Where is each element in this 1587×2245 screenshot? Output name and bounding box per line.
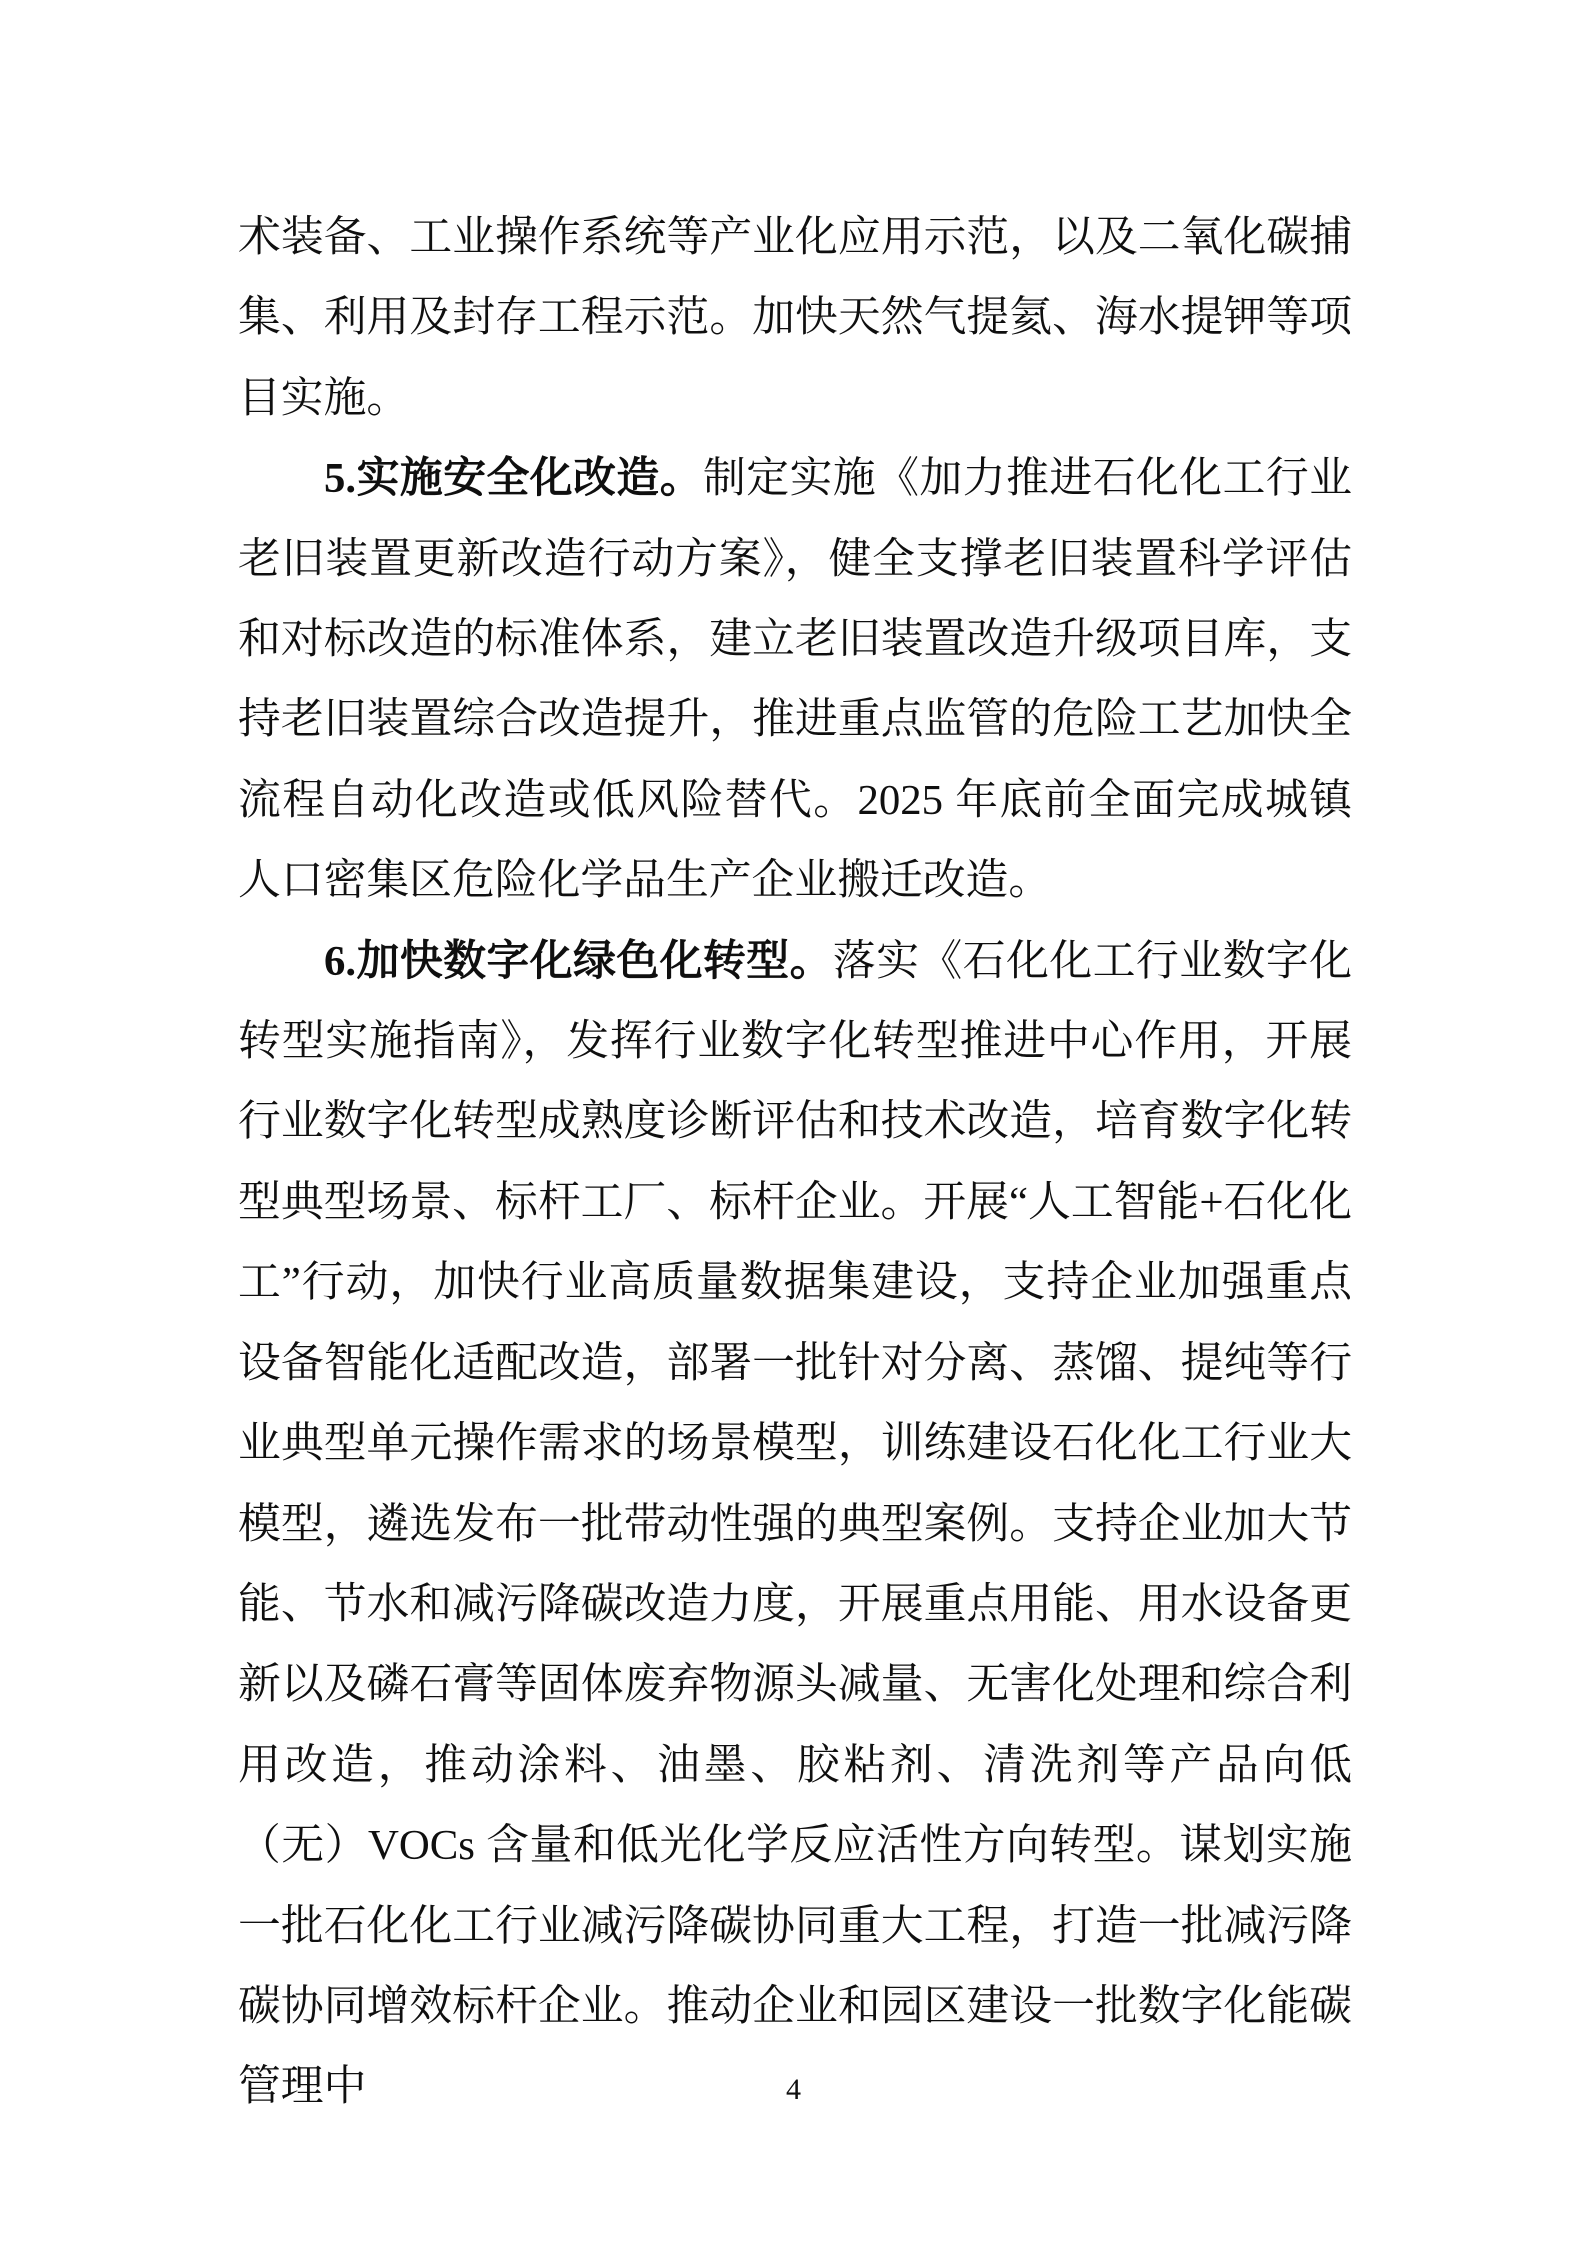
page-number: 4: [786, 2073, 801, 2106]
paragraph-bold-lead: 6.加快数字化绿色化转型。: [324, 937, 833, 985]
body-paragraph: [238, 922, 1352, 2128]
paragraph-text: 术装备、工业操作系统等产业化应用示范，以及二氧化碳捕集、利用及封存工程示范。加快天然气提氦、海水提钾等项目实施。: [238, 214, 1352, 422]
body-paragraph: [238, 198, 1352, 439]
paragraph-text: 落实《石化化工行业数字化转型实施指南》，发挥行业数字化转型推进中心作用，开展行业数字化转型成熟度诊断评估和技术改造，培育数字化转型典型场景、标杆工厂、标杆企业。开展“人工智能+石化化工”行动，加快行业高质量数据集建设，支持企业加强重点设备智能化适配改造，部署一批针对分离、蒸馏、提纯等行业典型单元操作需求的场景模型，训练建设石化化工行业大模型，遴选发布一批带动性强的典型案例。支持企业加大节能、节水和减污降碳改造力度，开展重点用能、用水设备更新以及磷石膏等固体废弃物源头减量、无害化处理和综合利用改造，推动涂料、油墨、胶粘剂、清洗剂等产品向低（无）VOCs 含量和低光化学反应活性方向转型。谋划实施一批石化化工行业减污降碳协同重大工程，打造一批减污降碳协同增效标杆企业。推动企业和园区建设一批数字化能碳管理中: [238, 937, 1352, 2111]
paragraph-text: 制定实施《加力推进石化化工行业老旧装置更新改造行动方案》，健全支撑老旧装置科学评估和对标改造的标准体系，建立老旧装置改造升级项目库，支持老旧装置综合改造提升，推进重点监管的危险工艺加快全流程自动化改造或低风险替代。2025 年底前全面完成城镇人口密集区危险化学品生产企业搬迁改造。: [238, 455, 1352, 905]
paragraph-bold-lead: 5.实施安全化改造。: [324, 455, 703, 503]
body-paragraph: [238, 439, 1352, 921]
document-body: [238, 198, 1352, 2128]
